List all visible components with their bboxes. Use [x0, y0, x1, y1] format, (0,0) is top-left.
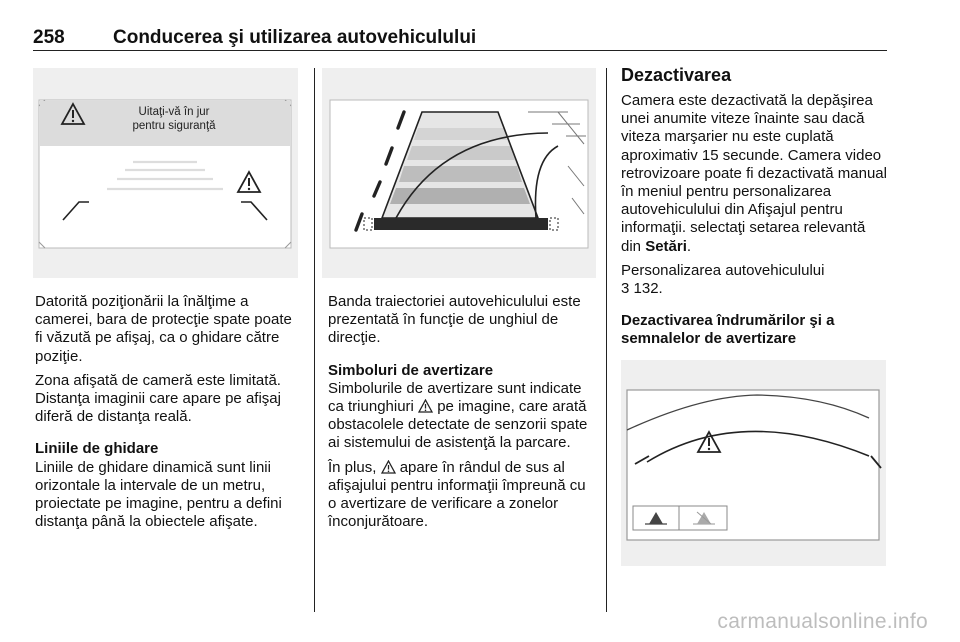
col1-heading-guidelines: Liniile de ghidare	[35, 440, 159, 458]
warning-triangle-icon	[381, 460, 396, 474]
col3-paragraph-1: Camera este dezactivată la depăşirea unei anumite viteze înainte sau dacă viteza marşarier nu este cuplată aproximativ 15 secunde. Camera video retrovizoare poate fi dezactivată manual în meniul pentru personalizarea autovehiculului din Afişajul pentru informaţii. selectaţi setarea relevantă din Setări.	[621, 92, 887, 255]
page-title: Conducerea şi utilizarea autovehiculului	[113, 27, 477, 48]
col1-paragraph-1: Datorită poziţionării la înălţime a camerei, bara de protecţie spate poate fi văzută pe afişaj, ca o ghidare către poziţie.	[35, 293, 292, 365]
warning-triangle-icon	[418, 399, 433, 413]
column-2	[328, 293, 594, 537]
col2-paragraph-3: În plus, apare în rândul de sus al afişajului pentru informaţii împreună cu o avertizare de verificare a zonelor înconjurătoare.	[328, 458, 586, 531]
col2-heading-warning-symbols: Simboluri de avertizare	[328, 361, 494, 379]
col3-paragraph-2: Personalizarea autovehiculului 3 132.	[621, 261, 825, 298]
page-reference: 3 132.	[621, 280, 663, 298]
col2-paragraph-1: Banda traiectoriei autovehiculului este prezentată în funcţie de unghiul de direcţie.	[328, 293, 581, 347]
figure-camera-view	[33, 68, 298, 278]
figure-trajectory-lane	[322, 68, 596, 278]
col3-heading-disable-guidance: Dezactivarea îndrumărilor şi a semnalelor de avertizare	[621, 312, 835, 348]
camera-view-illustration	[33, 68, 298, 278]
settings-term: Setări	[645, 237, 687, 255]
header-rule	[33, 50, 887, 51]
col1-paragraph-2: Zona afişată de cameră este limitată. Distanţa imaginii care apare pe afişaj diferă de distanţa reală.	[35, 371, 281, 426]
watermark: carmanualsonline.info	[717, 610, 928, 633]
column-3	[621, 64, 889, 349]
page-number: 258	[33, 27, 65, 48]
column-divider-2	[606, 68, 607, 612]
caption-line-1: Uitaţi-vă în jur	[138, 106, 210, 118]
col2-paragraph-2: Simbolurile de avertizare sunt indicate ca triunghiuri pe imagine, care arată obstacolele detectate de senzorii spate ai sistemului de asistenţă la parcare.	[328, 379, 588, 452]
col1-paragraph-3: Liniile de ghidare dinamică sunt linii orizontale la intervale de un metru, proiectate pe imagine, pentru a defini distanţa până la obiectele afişate.	[35, 458, 282, 531]
trajectory-illustration	[322, 68, 596, 278]
caption-line-2: pentru siguranţă	[132, 120, 216, 132]
col3-heading-deactivation: Dezactivarea	[621, 65, 732, 85]
column-divider-1	[314, 68, 315, 612]
deactivation-illustration	[621, 360, 886, 566]
figure-deactivation-screen	[621, 360, 886, 566]
column-1	[35, 293, 301, 537]
camera-caption	[119, 105, 229, 133]
